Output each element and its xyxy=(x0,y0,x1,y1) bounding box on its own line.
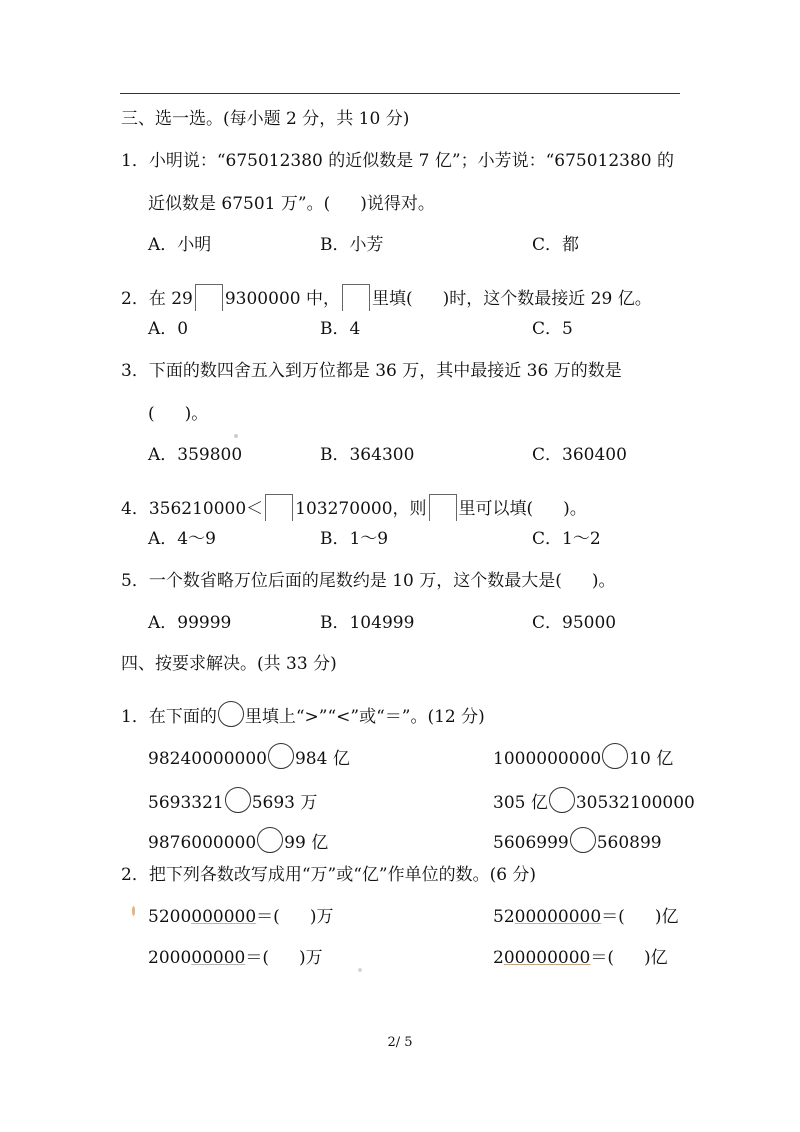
compare-circle[interactable] xyxy=(268,743,294,769)
number-prefix: 2 xyxy=(493,948,504,968)
unit-close: )亿 xyxy=(644,948,668,968)
compare-left-value: 98240000000 xyxy=(148,749,267,769)
top-divider xyxy=(120,93,680,94)
scan-mark xyxy=(234,434,238,438)
compare-circle[interactable] xyxy=(257,827,283,853)
compare-circle[interactable] xyxy=(602,743,628,769)
q4-text-a: 4．356210000＜ xyxy=(121,499,264,519)
s4-q1-stem xyxy=(121,701,485,728)
number-prefix: 5200 xyxy=(148,907,192,927)
page-number: 2/ 5 xyxy=(387,1035,413,1050)
digit-box-ref xyxy=(342,284,370,311)
q2-option-c[interactable]: C．5 xyxy=(532,319,573,339)
unit-close: )亿 xyxy=(654,907,679,927)
q5-text-a: 5．一个数省略万位后面的尾数约是 10 万，这个数最大是( xyxy=(121,571,562,591)
compare-item xyxy=(493,743,673,770)
q3-option-b[interactable]: B．364300 xyxy=(320,445,415,465)
unit-close: )万 xyxy=(299,948,323,968)
q2-text-d: )时，这个数最接近 29 亿。 xyxy=(442,289,652,309)
compare-right-value: 10 亿 xyxy=(629,749,674,769)
s4-q2-instruction: 2．把下列各数改写成用“万”或“亿”作单位的数。(6 分) xyxy=(121,865,537,885)
equals-open: ＝( xyxy=(601,907,625,927)
number-underlined: 00000000 xyxy=(514,907,602,927)
q2-option-b[interactable]: B．4 xyxy=(320,319,361,339)
q5-option-a[interactable]: A．99999 xyxy=(148,613,232,633)
q1-line2 xyxy=(148,193,435,215)
q3-line2-open: ( xyxy=(148,404,155,424)
rewrite-item xyxy=(493,947,668,969)
section4-heading: 四、按要求解决。(共 33 分) xyxy=(121,654,337,674)
compare-left-value: 305 亿 xyxy=(493,793,548,813)
q4-text-d: )。 xyxy=(563,499,587,519)
unit-close: )万 xyxy=(309,907,334,927)
q1-option-b[interactable]: B．小芳 xyxy=(320,235,384,255)
q1-line2-end: )说得对。 xyxy=(360,194,435,214)
compare-left-value: 9876000000 xyxy=(148,833,257,853)
compare-item xyxy=(493,787,695,814)
number-underlined: 00000 xyxy=(191,948,246,968)
rewrite-item xyxy=(148,947,323,969)
q2-stem xyxy=(121,284,652,311)
q2-text-c: 里填( xyxy=(371,289,413,309)
q1-line2-text: 近似数是 67501 万”。( xyxy=(148,194,331,214)
q3-option-a[interactable]: A．359800 xyxy=(148,445,243,465)
s4-q1-text-a: 1．在下面的 xyxy=(121,707,217,727)
q5-option-c[interactable]: C．95000 xyxy=(532,613,617,633)
compare-item xyxy=(148,743,350,770)
q4-option-a[interactable]: A．4～9 xyxy=(148,529,216,549)
q4-stem xyxy=(121,494,587,521)
q1-line1: 1．小明说：“675012380 的近似数是 7 亿”；小芳说：“675012380 的 xyxy=(121,151,675,171)
q4-option-c[interactable]: C．1～2 xyxy=(532,529,601,549)
equals-open: ＝( xyxy=(256,907,280,927)
q5-text-b: )。 xyxy=(591,571,616,591)
equals-open: ＝( xyxy=(245,948,269,968)
s4-q1-text-b: 里填上“>”“<”或“＝”。(12 分) xyxy=(244,707,485,727)
number-prefix: 52 xyxy=(493,907,515,927)
digit-box[interactable] xyxy=(265,494,293,521)
compare-right-value: 984 亿 xyxy=(294,749,350,769)
compare-item xyxy=(148,827,328,854)
q3-option-c[interactable]: C．360400 xyxy=(532,445,627,465)
compare-item xyxy=(148,787,317,814)
compare-left-value: 1000000000 xyxy=(493,749,602,769)
q2-text-a: 2．在 29 xyxy=(121,289,193,309)
q5-option-b[interactable]: B．104999 xyxy=(320,613,415,633)
q2-text-b: 9300000 中， xyxy=(224,289,340,309)
section3-heading: 三、选一选。(每小题 2 分，共 10 分) xyxy=(121,109,410,129)
q1-option-c[interactable]: C．都 xyxy=(532,235,580,255)
compare-right-value: 560899 xyxy=(596,833,662,853)
compare-left-value: 5606999 xyxy=(493,833,569,853)
number-underlined: 00000000 xyxy=(503,948,591,968)
compare-circle[interactable] xyxy=(549,787,575,813)
q3-line2 xyxy=(148,403,208,425)
compare-right-value: 30532100000 xyxy=(575,793,695,813)
q3-line1: 3．下面的数四舍五入到万位都是 36 万，其中最接近 36 万的数是 xyxy=(121,361,622,381)
q5-stem xyxy=(121,570,616,592)
digit-box-ref xyxy=(429,494,457,521)
equals-open: ＝( xyxy=(590,948,614,968)
compare-circle-icon xyxy=(218,701,244,727)
q3-line2-close: )。 xyxy=(184,404,209,424)
compare-right-value: 99 亿 xyxy=(284,833,329,853)
scan-mark xyxy=(132,906,135,916)
q4-option-b[interactable]: B．1～9 xyxy=(320,529,389,549)
scan-mark xyxy=(358,968,362,972)
compare-right-value: 5693 万 xyxy=(251,793,318,813)
compare-circle[interactable] xyxy=(225,787,251,813)
q4-text-b: 103270000，则 xyxy=(295,499,427,519)
q4-text-c: 里可以填( xyxy=(458,499,534,519)
compare-left-value: 5693321 xyxy=(148,793,224,813)
q1-option-a[interactable]: A．小明 xyxy=(148,235,212,255)
rewrite-item xyxy=(493,906,678,928)
number-underlined: 000000 xyxy=(191,907,257,927)
compare-item xyxy=(493,827,662,854)
rewrite-item xyxy=(148,906,333,928)
compare-circle[interactable] xyxy=(570,827,596,853)
q2-option-a[interactable]: A．0 xyxy=(148,319,189,339)
digit-box[interactable] xyxy=(195,284,223,311)
number-prefix: 2000 xyxy=(148,948,192,968)
